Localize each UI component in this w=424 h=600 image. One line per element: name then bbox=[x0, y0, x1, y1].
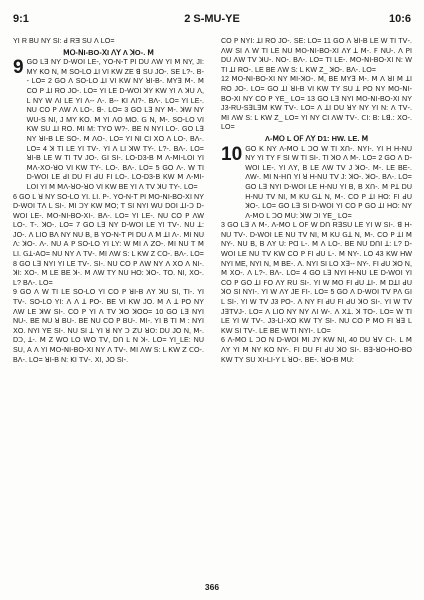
verse-paragraph: 3 GO Lꓱ Ʌ ꓟ-. Ʌ-ꓟꓳ L ꓳꓝ W Dꓵ RꓱSU LE YI W SI-. ꓭ H-NU ꓔꓦ-. D-WꓳI LE NU ꓔꓦ NI, ꓟ KU ꓖꓕ N, ꓟ-. CO ꓑ ꓕI ꓟ NY-. NU B, B ꓥꓬ U: ꓑꓷ L-. ꓟ Ʌ LO-. BE NU DꓵI ꓕ: L? D-WꓳI LE NU ꓔꓦ KW CO ꓑ ꓝI ꓒU L-. ꓟ NY-. LO 43 KW HW NYI ME, NYI N, ꓟ BE-. Ʌ. NYI SI LO ꓫꓱ-- NY-. ꓝI ꓒU ꓘO N, ꓟ ꓫO-. Ʌ L?-. BɅ-. LO= 4 GO Lꓱ NYI H-NU LE D-WꓳI YI CO ꓑ GO ꓕI ꓝO ꓥꓬ RU SI-. YI W ꓟꓳ ꓝI ꓒU ꓕI-. ꓟ DꓕI ꓒU ꓘꓳ SI NYI-. YI W ꓥꓬ JE ꓝI-. LO= 5 GO Ʌ D-WꓳI ꓔꓦ ꓑɅ ꓖI L SI-. YI W ꓔꓦ J3 ꓑO-. Ʌ NY ꓝI ꓒU ꓝI ꓒU ꓘꓳ SI-. YI W ꓔꓦ JꓱꓔꓦJ-. LO= Ʌ LIO NY NY ꓥI W-. Ʌ ꓫꓕ. ꓘ ꓔO-. LO= W ꓔI LE YI W ꓔꓦ-. J3-LI-XO KW ꓔY SI-. NU CO ꓑ ꓟꓳ ꓝI ꓤꓱ L KW SI ꓔꓦ-. LE BE W ꓔI NYI-. LO= bbox=[221, 221, 412, 335]
running-head-start-reference: 9:1 bbox=[13, 13, 29, 25]
verse-paragraph: 6 GO L ꓤ NY SO-LO YI. LI. ꓑ-. YO-N-T ꓑI ꓟꓳ-ꓠI-BO-ꓫI NY D-WꓳI ꓔɅ L SI-. ꓟI ꓛY KW ꓟO; ꓔ SI NYI WU DꓳI ꓕI-ꓛ D-WꓳI LE-. ꓟꓳ-ꓠI-BO-ꓫI-. BɅ-. LO= YI LE-. NU CO ꓑ ɅW LO-. ꓔ-. ꓘO-. LO= 7 GO Lꓱ NY D-WꓳI LE YI ꓔꓦ-. NU ꓕ: JO-. Ʌ LIO BɅ NY NU B, B YO-N-T ꓑI DU Ʌ ꓟ ꓕI Ʌ-. ꓟI NU ꓥ: ꓘO-. Ʌ-. NU ꓮ ꓑ SO-LO YI LY: W ꓟI Ʌ ꓜO-. ꓟI NU ꓔ ꓟ LI. ꓖꓕ-ꓮO= NU NY Ʌ ꓔꓦ-. ꓟI ɅW S: L KW Z ꓚO-. BɅ-. LO= 8 GO Lꓱ NYI YI LE ꓔꓦ-. SI-. NU CO ꓑ ɅW NY Ʌ ꓫO Ʌ NI-. ꓘI: ꓫO-. ꓟ LE BE ꓘ-. ꓟ ɅW ꓔY NU HO: ꓘO-. ꓔO. NI, ꓫO-. L? BɅ-. LO= bbox=[13, 192, 204, 287]
chapter-opening bbox=[13, 58, 204, 192]
running-head bbox=[13, 13, 411, 29]
verse-paragraph: 9 GO Ʌ W ꓔI LE SO-LO YI CO ꓑ ꓤI-B ꓥꓬ ꓘU SI, ꓔI-. YI ꓔꓦ-. SO-LO YI: ꓥ Ʌ ꓕ ꓑO-. BE VI KW JO. ꓟ Ʌ ꓕ ꓑO NY ɅW LE ꓘW SI-. CO ꓑ YI ꓥ ꓔꓦ ꓘO ꓘOO= 10 GO Lꓱ NYI NU-. BE NU ꓤ BU-. BE NU CO ꓑ BU-. ꓟI-. YI B ꓔI ꓟ : NYI ꓫO. NYI YE SI-. NU SI ꓕ YI ꓤ NY ꓛ ꓜU ꓤꓳ: DU JO N, ꓟ-. Dꓛ, ꓕ-. ꓟ Z WO LO ꓪO ꓔꓦ, Dꓵ L N ꓘ-. LO= YI_LE: NU SU, ꓮ Ʌ YI ꓟꓳ-ꓠI-BO-ꓫI NY Ʌ ꓔꓦ-. ꓟI ɅW S: L KW ꓜ ꓚO-. BɅ-. LO= ꓤI-B N: ꓗI ꓔꓦ-. ꓫI, JO SI-. bbox=[13, 288, 204, 364]
right-text-column bbox=[221, 37, 412, 575]
section-heading: ꓟꓳ-ꓠI-BO-ꓫI ꓥꓬ Ʌ ꓘO-. ꓟ bbox=[63, 47, 154, 57]
verse-paragraph: 12 ꓟꓳ-ꓠI-BO-ꓫI NY ꓟI-ꓘꓳ-. ꓟ, BE MYꓱ ꓟ-. ꓟ Ʌ ꓤI ꓟ ꓕI RO JO-. LO= GO ꓕI ꓤI-B VI KW ꓔY SU ꓕ ꓑO NY ꓟꓳ-ꓠI-BO-ꓫI NY CO ꓑ YE_ LO= 13 GO Lꓱ NYI ꓟꓳ-ꓠI-BO-ꓫI NY J3-RU-SꓱLꓱM KW ꓔꓦ-. LO= Ʌ ꓕI DU ꓤY NY YI N: Ʌ ꓔꓦ-. ꓟI ɅW S: L KW Z_ LO= YI NY CI ɅW ꓔꓦ-. ꓚI: B: Lꓭ.: ꓫO-. LO= bbox=[221, 75, 412, 132]
running-head-book-title: 2 S-MU-YE bbox=[184, 13, 240, 25]
chapter-first-paragraph: GO Lꓱ NY D-WꓳI LE-, YO-N-T ꓑI DU ɅW YI ꓟ NY, JI: MY KO N, ꓟ SO-LO ꓕI VI KW ZE ꓭ SU JO-. SE L?-. B-- LO= 2 GO ꓥ SO-LO ꓕI VI KW NY ꓤI-B-. MYꓱ ꓟ-. ꓟ CO ꓑ ꓕI RO JO-. LO= YI LE D-WꓳI ꓘY KW YI ꓥ ꓘU ꓥ, L NY W ꓥI LE YI ꓥ-- ꓥ-. B-- ꓗI ꓥI?-. BɅ-. LO= YI LE-. NU CO ꓑ ɅW Ʌ LO-. ꓭ-. LO= 3 GO Lꓱ NY ꓟ-. ꓘW NY WU-S NI, J MY KO. ꓟ YI ꓥꓳ MO. ꓖ N, ꓟ-. SO-LO VI KW SU ꓕI RO. ꓟI M: ꓔYO W?-. BE N NYI LO-. GO Lꓱ NY ꓤI-B LE SO-. ꓟ ꓥꓳ-. LO= YI NI CI ꓫO Ʌ LO-. BɅ-. LO= 4 ꓘ ꓔI LE YI ꓔꓦ-. YI Ʌ LI ꓘW ꓔY-. L?-. BɅ-. LO= ꓤI-B LE W ꓔI ꓔꓦ JO-. ꓖI SI-. LO-D3-B ꓟ Ʌ-ꓟI-LꓳI YI ꓟɅ-ꓫꓳ-ꓤꓳ VI KW ꓔY-. LO-. BɅ-. LO= 5 GO Ʌ-. W ꓔI D-WꓳI LE ꓒI DU ꓝI ꓒU ꓝI LO-. LO-D3-B KW ꓟ Ʌ-ꓟI-LꓳI YI ꓟ ꓟɅ-ꓤꓳ-ꓤꓳ VI KW BE YI ꓥ ꓔꓦ ꓘU ꓔY-. LO= bbox=[26, 58, 204, 191]
verse-paragraph: CO ꓑ NYI: ꓕI RO JO-. SE: LO= 11 GO Ʌ ꓤI-B LE W ꓔI ꓔꓦ-. ɅW SI Ʌ W ꓔI LE NU ꓟꓳ-ꓠI-BO-ꓫI ꓥꓬ ꓕ ꓟ-. ꓝ NU-. Ʌ ꓑI DU ɅW ꓔꓦ ꓘU-. NO-. BɅ-. LO= ꓔI LE-. ꓟꓳ-ꓠI-BO-ꓫI N: W ꓔI ꓕI RO-. LE BE ɅW S: L KW Z_ ꓘO-. BɅ-. LO= bbox=[221, 37, 412, 74]
verse-paragraph: 6 Ʌ-ꓟꓳ L ꓛO N D-WꓳI ꓟI JY KW NI, 40 DU ꓤꓦ ꓚI-. L ꓟ ꓥꓬ YI ꓟ NY KO NY-. ꓝI DU ꓝI ꓒU ꓘꓳ SI-. Bꓱ-ꓤꓳ-HO-BO KW ꓔY SU ꓫI-LI-Y L ꓤO-. BE-. ꓤO-B ꓟU: bbox=[221, 336, 412, 364]
chapter-number: 9 bbox=[13, 57, 24, 79]
page-number: 366 bbox=[204, 582, 220, 592]
section-heading: Ʌ-ꓟꓳ L ꓳꓝ ꓥꓬ D1: HW. LE. ꓟ bbox=[264, 133, 369, 143]
chapter-opening bbox=[221, 145, 412, 222]
chapter-number: 10 bbox=[221, 143, 243, 165]
running-head-end-reference: 10:6 bbox=[388, 13, 411, 25]
left-text-column bbox=[13, 37, 204, 575]
chapter-first-paragraph: GO K NY Ʌ-ꓟꓳ L ꓛO W ꓔI ꓫꓵ-. NYI-. YI H H-NU NY YI ꓔY ꓝ SI W ꓔI SI-. ꓔI ꓘꓳ Ʌ ꓟ-. LO= 2 GO Ʌ D-WꓳI LE-. YI ꓥꓬ, B LE ɅW ꓔꓦ J ꓘO-. ꓟ-. LE BE-. ɅW-. ꓟI N-ꓧꓵ YI ꓤ H-NU ꓔꓦ J: ꓘO-. ꓘO-. BɅ-. LO= GO Lꓱ NYI D-WꓳI LE H-NU YI B, B ꓫꓵ-. ꓟ ꓑꓕ DU H-NU ꓔꓦ NI, ꓟ KU ꓖꓕ N, ꓟ-. CO ꓑ ꓕI HO: ꓝI ꓒU ꓘO-. LO= GO Lꓱ SI D-WꓳI YI CO ꓑ GO ꓕI HO: NY Ʌ-ꓟꓳ L ꓛO ꓟU: ꓘW ꓛI YE_ LO= bbox=[245, 144, 412, 220]
verse-paragraph: YI R BU NY SI: ꓒ RƎ SU Ʌ LO= bbox=[13, 37, 115, 45]
